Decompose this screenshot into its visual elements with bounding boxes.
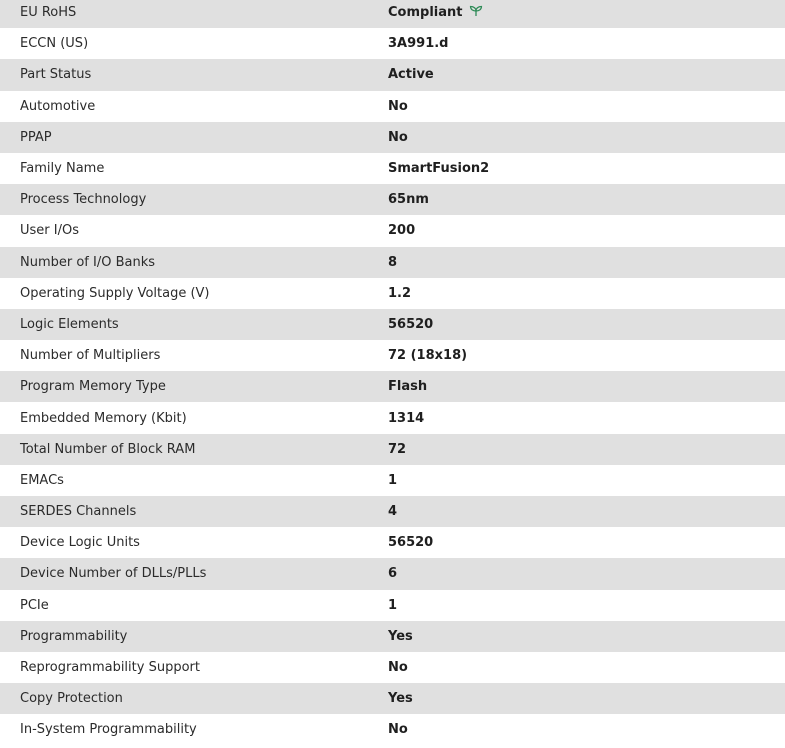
spec-row — [0, 558, 785, 589]
spec-value-text: Compliant — [388, 5, 463, 21]
spec-value: 8 — [388, 254, 398, 270]
spec-label: EMACs — [20, 472, 64, 488]
spec-row — [0, 91, 785, 122]
spec-row — [0, 153, 785, 184]
spec-value: Yes — [388, 628, 413, 644]
spec-label: Family Name — [20, 161, 105, 177]
spec-label: Reprogrammability Support — [20, 660, 200, 676]
spec-row — [0, 122, 785, 153]
spec-label: Device Number of DLLs/PLLs — [20, 566, 207, 582]
spec-value: No — [388, 722, 408, 738]
spec-value — [388, 0, 785, 28]
spec-row — [0, 309, 785, 340]
spec-row — [0, 184, 785, 215]
spec-value: Active — [388, 67, 434, 83]
spec-row — [0, 0, 785, 28]
spec-row — [0, 496, 785, 527]
spec-row — [0, 683, 785, 714]
spec-value: 3A991.d — [388, 36, 449, 52]
spec-row — [0, 247, 785, 278]
spec-row — [0, 465, 785, 496]
spec-label: Device Logic Units — [20, 535, 140, 551]
spec-row — [0, 652, 785, 683]
spec-value: 6 — [388, 566, 398, 582]
spec-row — [0, 340, 785, 371]
spec-value: 1314 — [388, 410, 425, 426]
spec-value: 65nm — [388, 192, 429, 208]
spec-label: Program Memory Type — [20, 379, 166, 395]
spec-row — [0, 371, 785, 402]
spec-label: Total Number of Block RAM — [20, 441, 196, 457]
spec-value: 56520 — [388, 535, 434, 551]
spec-value: No — [388, 660, 408, 676]
spec-value: No — [388, 98, 408, 114]
spec-label: EU RoHS — [20, 5, 77, 21]
spec-row — [0, 59, 785, 90]
spec-label: Number of I/O Banks — [20, 254, 156, 270]
spec-value: 1.2 — [388, 285, 412, 301]
spec-row — [0, 621, 785, 652]
spec-label: Programmability — [20, 628, 128, 644]
spec-value: 72 — [388, 441, 407, 457]
spec-row — [0, 590, 785, 621]
spec-value: Flash — [388, 379, 428, 395]
spec-row — [0, 714, 785, 745]
spec-value: 56520 — [388, 316, 434, 332]
spec-label: Number of Multipliers — [20, 348, 161, 364]
spec-label: PCIe — [20, 597, 49, 613]
spec-row — [0, 434, 785, 465]
spec-row — [0, 28, 785, 59]
spec-row — [0, 278, 785, 309]
spec-label: ECCN (US) — [20, 36, 89, 52]
spec-label: Logic Elements — [20, 316, 119, 332]
spec-value: 1 — [388, 472, 398, 488]
spec-value: SmartFusion2 — [388, 161, 490, 177]
spec-row — [0, 527, 785, 558]
spec-row — [0, 215, 785, 246]
spec-label: Process Technology — [20, 192, 147, 208]
spec-value: 200 — [388, 223, 416, 239]
spec-label: Embedded Memory (Kbit) — [20, 410, 187, 426]
spec-label: User I/Os — [20, 223, 79, 239]
leaf-icon — [469, 5, 483, 17]
spec-label: Copy Protection — [20, 691, 123, 707]
spec-value: 4 — [388, 504, 398, 520]
spec-value: No — [388, 129, 408, 145]
spec-label: Operating Supply Voltage (V) — [20, 285, 210, 301]
spec-label: Part Status — [20, 67, 92, 83]
spec-row — [0, 402, 785, 433]
spec-label: Automotive — [20, 98, 96, 114]
spec-value: 1 — [388, 597, 398, 613]
spec-label: PPAP — [20, 129, 52, 145]
spec-value: 72 (18x18) — [388, 348, 468, 364]
spec-label: SERDES Channels — [20, 504, 137, 520]
spec-value: Yes — [388, 691, 413, 707]
spec-label: In-System Programmability — [20, 722, 197, 738]
